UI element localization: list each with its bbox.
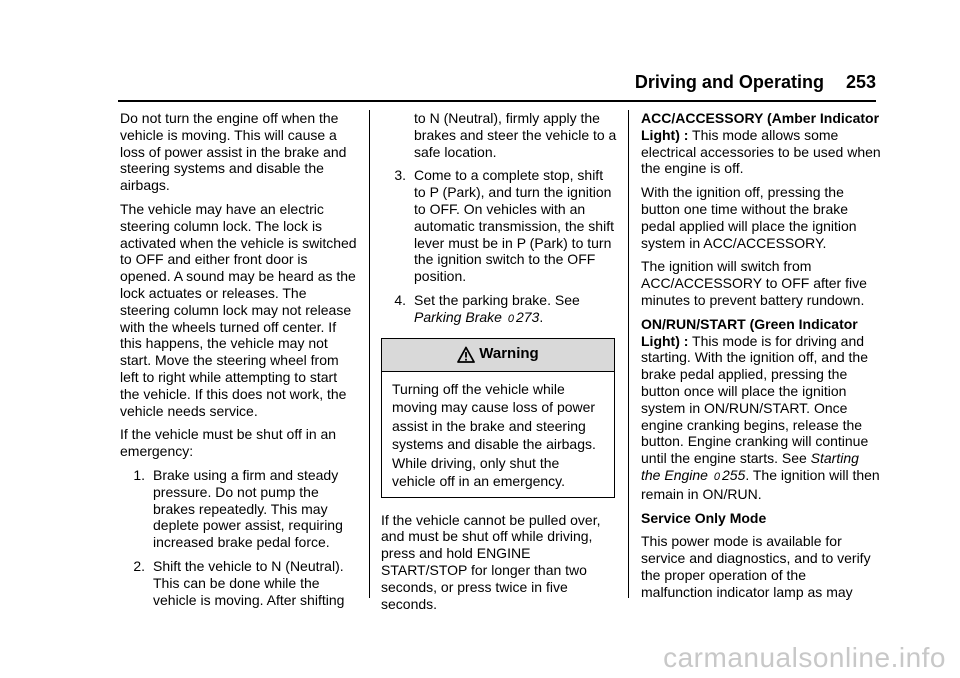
list-item	[120, 558, 358, 608]
page-ref-arrow-icon: 0	[713, 470, 720, 483]
list-text: Brake using a firm and steady pressure. Do not pump the brakes repeatedly. This may deplete power assist, requiring increased brake pedal force.	[153, 466, 343, 551]
paragraph: This power mode is available for service and diagnostics, and to verify the proper operation of the malfunction indicator lamp as may	[641, 533, 871, 600]
paragraph: The vehicle may have an electric steering column lock. The lock is activated when the vehicle is switched to OFF and either front door is opened. A sound may be heard as the lock actuates or releases. The steering column lock may not release with the wheels turned off center. If this happens, the vehicle may not start. Move the steering wheel from left to right while attempting to start the vehicle. If this does not work, the vehicle needs service.	[120, 200, 357, 419]
list-number: 1.	[133, 466, 145, 483]
list-item	[120, 467, 358, 551]
column-1	[120, 110, 358, 615]
paragraph: If the vehicle cannot be pulled over, and must be shut off while driving, press and hold ENGINE START/STOP for longer than two seconds, or press twice in five seconds.	[381, 511, 601, 612]
paragraph: With the ignition off, pressing the button one time without the brake pedal applied will place the ignition system in ACC/ACCESSORY.	[641, 184, 857, 251]
parking-brake-link[interactable]	[414, 309, 539, 325]
page-number: 253	[845, 72, 876, 92]
paragraph: Do not turn the engine off when the vehicle is moving. This will cause a loss of power assist in the brake and steering systems and disable the airbags.	[120, 110, 347, 194]
list-text: Come to a complete stop, shift to P (Park), and turn the ignition to OFF. On vehicles with an automatic transmission, the shift lever must be in P (Park) to turn the ignition switch to the OFF position.	[414, 167, 614, 285]
list-item	[381, 292, 617, 328]
column-3	[641, 110, 881, 608]
ref-title[interactable]: Parking Brake	[414, 308, 502, 325]
column-2	[381, 110, 617, 619]
ref-page[interactable]: 273	[515, 308, 540, 325]
page-header	[630, 72, 876, 96]
list-number: 3.	[394, 167, 406, 184]
on-run-start-paragraph	[641, 316, 881, 503]
acc-mode-label: ACC/ACCESSORY (Amber Indicator Light) :	[641, 110, 880, 143]
warning-title: Warning	[479, 345, 539, 363]
list-number: 2.	[133, 557, 145, 574]
list-continuation: to N (Neutral), firmly apply the brakes and steer the vehicle to a safe location.	[414, 110, 617, 160]
column-divider-1	[369, 110, 370, 598]
list-text	[414, 292, 617, 328]
watermark-text: carmanualsonline.info	[663, 642, 946, 673]
warning-box	[381, 338, 615, 498]
acc-mode-paragraph	[641, 110, 881, 177]
list-number: 4.	[394, 291, 406, 308]
on-run-start-text: This mode is for driving and starting. With the ignition off, and the brake pedal applied, pressing the button once will place the ignition system in ON/RUN/START. Once engine cranking begins, release the button. Engine cranking will continue until the engine starts. See	[641, 332, 869, 467]
list-text-lead: Set the parking brake. See	[414, 291, 580, 308]
ref-page[interactable]: 255	[721, 466, 746, 483]
warning-header	[382, 339, 614, 372]
paragraph: If the vehicle must be shut off in an emergency:	[120, 426, 337, 460]
paragraph: The ignition will switch from ACC/ACCESSORY to OFF after five minutes to prevent battery rundown.	[641, 258, 867, 308]
warning-triangle-icon	[457, 346, 475, 364]
header-rule	[118, 100, 876, 102]
on-run-start-end: . The ignition will then remain in ON/RUN.	[641, 466, 880, 502]
column-divider-2	[628, 110, 629, 598]
page-ref-arrow-icon: 0	[507, 312, 514, 325]
service-mode-heading: Service Only Mode	[641, 509, 767, 526]
ref-title[interactable]: Starting the Engine	[641, 450, 859, 483]
acc-mode-text: This mode allows some electrical accessories to be used when the engine is off.	[641, 126, 881, 177]
section-title: Driving and Operating	[634, 72, 824, 92]
list-item	[381, 167, 617, 285]
on-run-start-label: ON/RUN/START (Green Indicator Light) :	[641, 315, 858, 349]
warning-text: Turning off the vehicle while moving may cause loss of power assist in the brake and steering systems and disable the airbags. While driving, only shut the vehicle off in an emergency.	[392, 380, 596, 490]
list-text: Shift the vehicle to N (Neutral). This can be done while the vehicle is moving. After shifting	[153, 557, 345, 608]
list-text-end: .	[539, 308, 544, 325]
